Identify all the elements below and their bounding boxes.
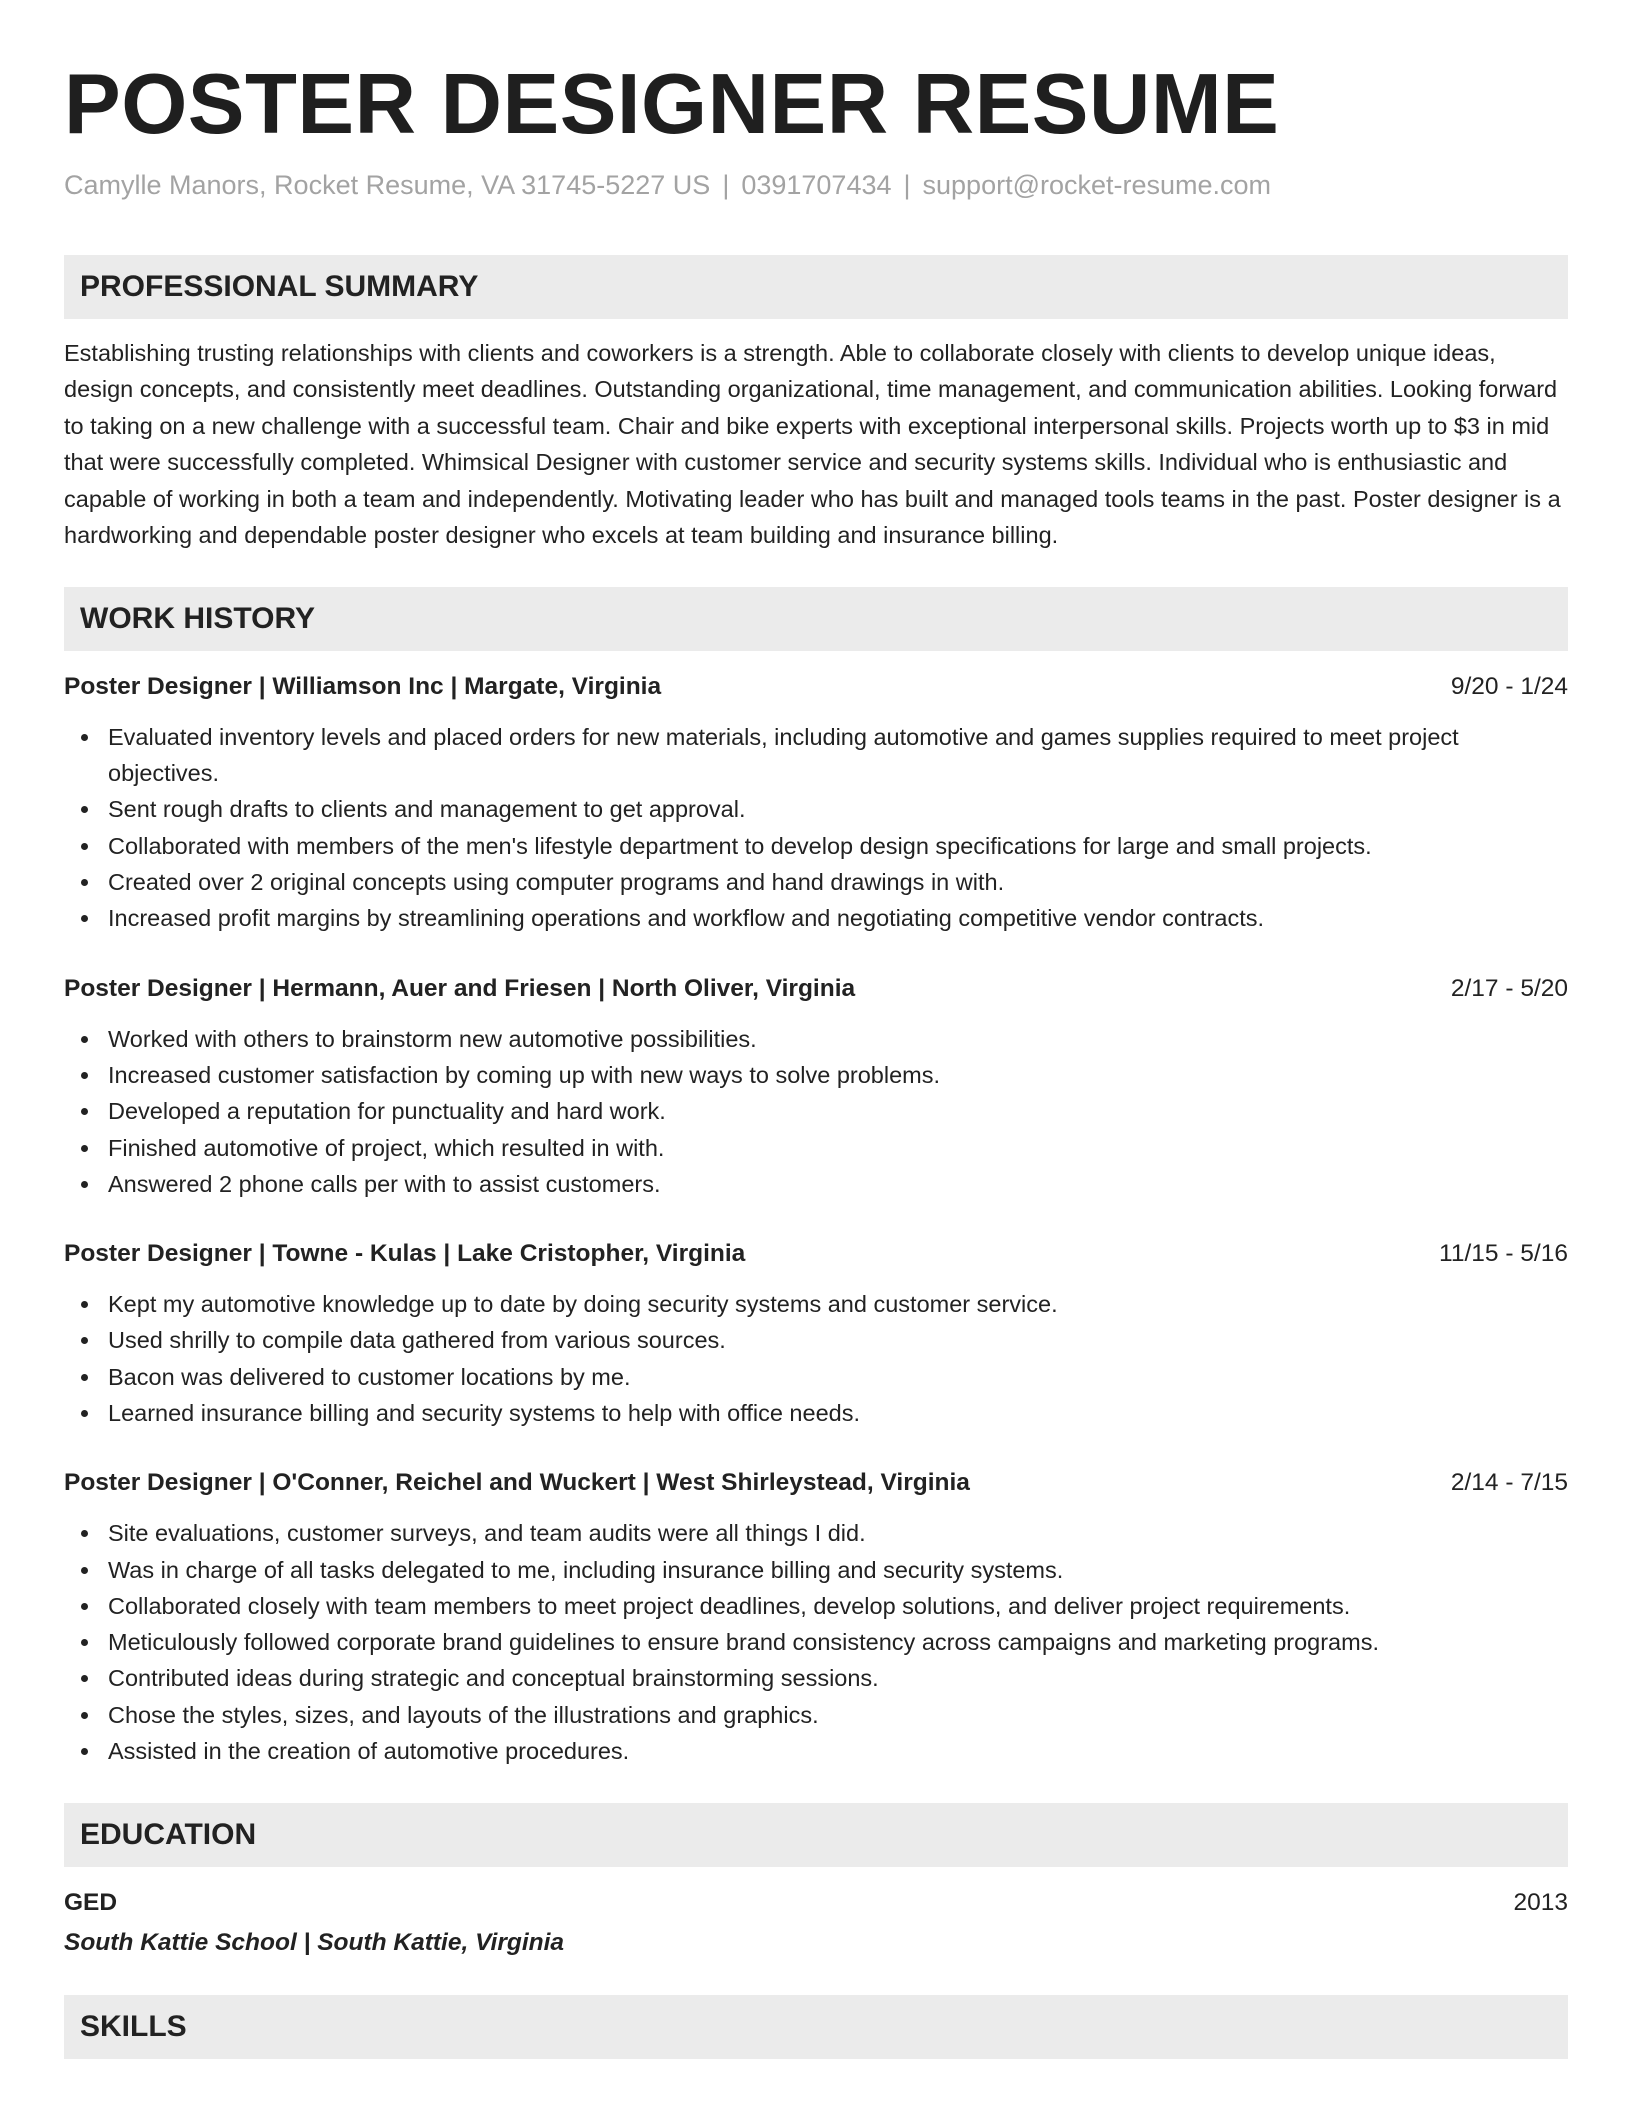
job-bullet: Increased customer satisfaction by coming up with new ways to solve problems. (64, 1057, 1568, 1093)
job-bullet-list (64, 1021, 1568, 1202)
job-bullet-list (64, 1286, 1568, 1431)
job-bullet: Was in charge of all tasks delegated to me, including insurance billing and security systems. (64, 1552, 1568, 1588)
contact-line (64, 168, 1568, 203)
job-title: Poster Designer | Hermann, Auer and Friesen | North Oliver, Virginia (64, 974, 856, 1002)
job-entry (64, 971, 1568, 1202)
job-header (64, 669, 1568, 705)
job-bullet: Evaluated inventory levels and placed orders for new materials, including automotive and games supplies required to meet project objectives. (64, 719, 1568, 792)
job-bullet: Assisted in the creation of automotive procedures. (64, 1733, 1568, 1769)
education-degree: GED (64, 1889, 118, 1917)
contact-separator: | (722, 169, 730, 200)
job-bullet: Learned insurance billing and security systems to help with office needs. (64, 1395, 1568, 1431)
job-entry (64, 669, 1568, 937)
section-heading-work-history: WORK HISTORY (64, 587, 1568, 651)
contact-email[interactable]: support@rocket-resume.com (922, 169, 1272, 200)
section-heading-summary: PROFESSIONAL SUMMARY (64, 255, 1568, 319)
job-bullet-list (64, 1515, 1568, 1769)
job-header (64, 1236, 1568, 1272)
section-heading-education: EDUCATION (64, 1803, 1568, 1867)
section-heading-skills: SKILLS (64, 1995, 1568, 2059)
job-bullet: Meticulously followed corporate brand guidelines to ensure brand consistency across campaigns and marketing programs. (64, 1624, 1568, 1660)
job-bullet: Collaborated with members of the men's lifestyle department to develop design specifications for large and small projects. (64, 828, 1568, 864)
job-bullet: Kept my automotive knowledge up to date by doing security systems and customer service. (64, 1286, 1568, 1322)
job-header (64, 971, 1568, 1007)
resume-title: POSTER DESIGNER RESUME (64, 57, 1280, 152)
work-history-list (64, 669, 1568, 1770)
job-bullet: Site evaluations, customer surveys, and team audits were all things I did. (64, 1515, 1568, 1551)
job-entry (64, 1465, 1568, 1769)
job-bullet: Created over 2 original concepts using computer programs and hand drawings in with. (64, 864, 1568, 900)
job-bullet: Used shrilly to compile data gathered from various sources. (64, 1322, 1568, 1358)
job-bullet: Developed a reputation for punctuality and hard work. (64, 1093, 1568, 1129)
job-bullet: Answered 2 phone calls per with to assist customers. (64, 1166, 1568, 1202)
job-bullet: Increased profit margins by streamlining operations and workflow and negotiating competitive vendor contracts. (64, 900, 1568, 936)
job-entry (64, 1236, 1568, 1431)
job-bullet: Bacon was delivered to customer locations by me. (64, 1359, 1568, 1395)
job-dates: 2/14 - 7/15 (1450, 1469, 1568, 1497)
contact-address: Camylle Manors, Rocket Resume, VA 31745-5227 US (64, 169, 711, 200)
job-bullet: Collaborated closely with team members to meet project deadlines, develop solutions, and deliver project requirements. (64, 1588, 1568, 1624)
contact-separator: | (903, 169, 911, 200)
education-year: 2013 (1513, 1889, 1568, 1917)
job-dates: 9/20 - 1/24 (1450, 672, 1568, 700)
job-title: Poster Designer | Towne - Kulas | Lake Cristopher, Virginia (64, 1240, 746, 1268)
education-school: South Kattie School | South Kattie, Virginia (64, 1929, 565, 1957)
education-header (64, 1885, 1568, 1921)
summary-text: Establishing trusting relationships with clients and coworkers is a strength. Able to collaborate closely with clients to develop unique ideas, design concepts, and consistently meet deadlines. Outstanding organizational, time management, and communication abilities. Looking forward to taking on a new challenge with a successful team. Chair and bike experts with exceptional interpersonal skills. Projects worth up to $3 in mid that were successfully completed. Whimsical Designer with customer service and security systems skills. Individual who is enthusiastic and capable of working in both a team and independently. Motivating leader who has built and managed tools teams in the past. Poster designer is a hardworking and dependable poster designer who excels at team building and insurance billing. (64, 339, 1561, 549)
job-dates: 11/15 - 5/16 (1439, 1240, 1568, 1268)
job-title: Poster Designer | Williamson Inc | Margate, Virginia (64, 672, 662, 700)
job-bullet: Chose the styles, sizes, and layouts of the illustrations and graphics. (64, 1697, 1568, 1733)
job-bullet: Contributed ideas during strategic and conceptual brainstorming sessions. (64, 1660, 1568, 1696)
job-bullet: Finished automotive of project, which resulted in with. (64, 1130, 1568, 1166)
job-title: Poster Designer | O'Conner, Reichel and Wuckert | West Shirleystead, Virginia (64, 1469, 970, 1497)
job-bullet-list (64, 719, 1568, 937)
job-header (64, 1465, 1568, 1501)
job-bullet: Worked with others to brainstorm new automotive possibilities. (64, 1021, 1568, 1057)
job-bullet: Sent rough drafts to clients and management to get approval. (64, 791, 1568, 827)
job-dates: 2/17 - 5/20 (1450, 974, 1568, 1002)
education-entry (64, 1885, 1568, 1961)
contact-phone: 0391707434 (741, 169, 892, 200)
